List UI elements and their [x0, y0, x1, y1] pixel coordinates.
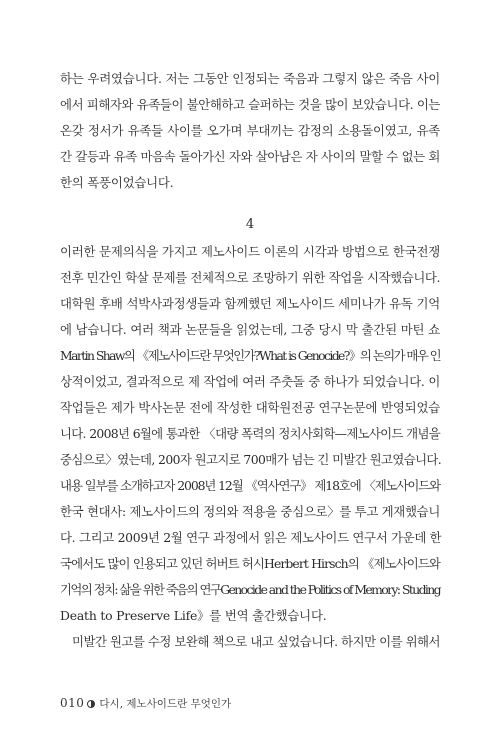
text-line: 작업들은 제가 박사논문 전에 작성한 대학원전공 연구논문에 반영되었습 — [60, 400, 440, 415]
text-line: 미발간 원고를 수정 보완해 책으로 내고 싶었습니다. 하지만 이를 위해서 — [72, 634, 440, 649]
text-line: 니다. 2008년 6월에 통과한 〈대량 폭력의 정치사회학—제노사이드 개념을 — [60, 426, 440, 441]
page-footer — [60, 696, 231, 711]
text-line: 에 남습니다. 여러 책과 논문들을 읽었는데, 그중 당시 막 출간된 마틴 쇼 — [60, 322, 440, 337]
section-number: 4 — [245, 217, 255, 232]
text-line: 중심으로〉였는데, 200자 원고지로 700매가 넘는 긴 미발간 원고였습니다. — [60, 452, 442, 467]
page-number: 010 — [60, 696, 85, 710]
text-line: 간 갈등과 유족 마음속 돌아가신 자와 살아남은 자 사이의 말할 수 없는 회 — [60, 149, 440, 164]
text-line: Death to Preserve Life》를 번역 출간했습니다. — [60, 608, 327, 623]
text-line: 대학원 후배 석박사과정생들과 함께했던 제노사이드 세미나가 유독 기억 — [60, 296, 440, 311]
text-line: 국에서도 많이 인용되고 있던 허버트 허시Herbert Hirsch의 《제노사이드와 — [60, 556, 440, 571]
text-line: 하는 우려였습니다. 저는 그동안 인정되는 죽음과 그렇지 않은 죽음 사이 — [60, 71, 440, 86]
text-line: 온갖 정서가 유족들 사이를 오가며 부대끼는 감정의 소용돌이였고, 유족 — [60, 123, 440, 138]
text-line: 기억의 정치: 삶을 위한 죽음의 연구Genocide and the Politics of Memory: Studing — [60, 582, 440, 597]
text-line: 다. 그리고 2009년 2월 연구 과정에서 읽은 제노사이드 연구서 가운데 한 — [60, 530, 442, 545]
text-line: 이러한 문제의식을 가지고 제노사이드 이론의 시각과 방법으로 한국전쟁 — [60, 244, 440, 259]
half-circle-icon — [87, 700, 95, 708]
text-line: 상적이었고, 결과적으로 제 작업에 여러 주춧돌 중 하나가 되었습니다. 이 — [60, 374, 440, 389]
text-line: 한국 현대사: 제노사이드의 정의와 적용을 중심으로〉를 투고 게재했습니 — [60, 504, 440, 519]
text-line: 에서 피해자와 유족들이 불안해하고 슬퍼하는 것을 많이 보았습니다. 이는 — [60, 97, 440, 112]
text-line: Martin Shaw의 《제노사이드란 무엇인가?What is Genocide?》의 논의가 매우 인 — [60, 348, 440, 363]
text-line: 내용 일부를 소개하고자 2008년 12월 《역사연구》 제18호에 〈제노사이드와 — [60, 478, 440, 493]
running-book-title: 다시, 제노사이드란 무엇인가 — [99, 698, 232, 710]
text-line: 전후 민간인 학살 문제를 전체적으로 조망하기 위한 작업을 시작했습니다. — [60, 270, 440, 285]
text-line: 한의 폭풍이었습니다. — [60, 175, 174, 190]
